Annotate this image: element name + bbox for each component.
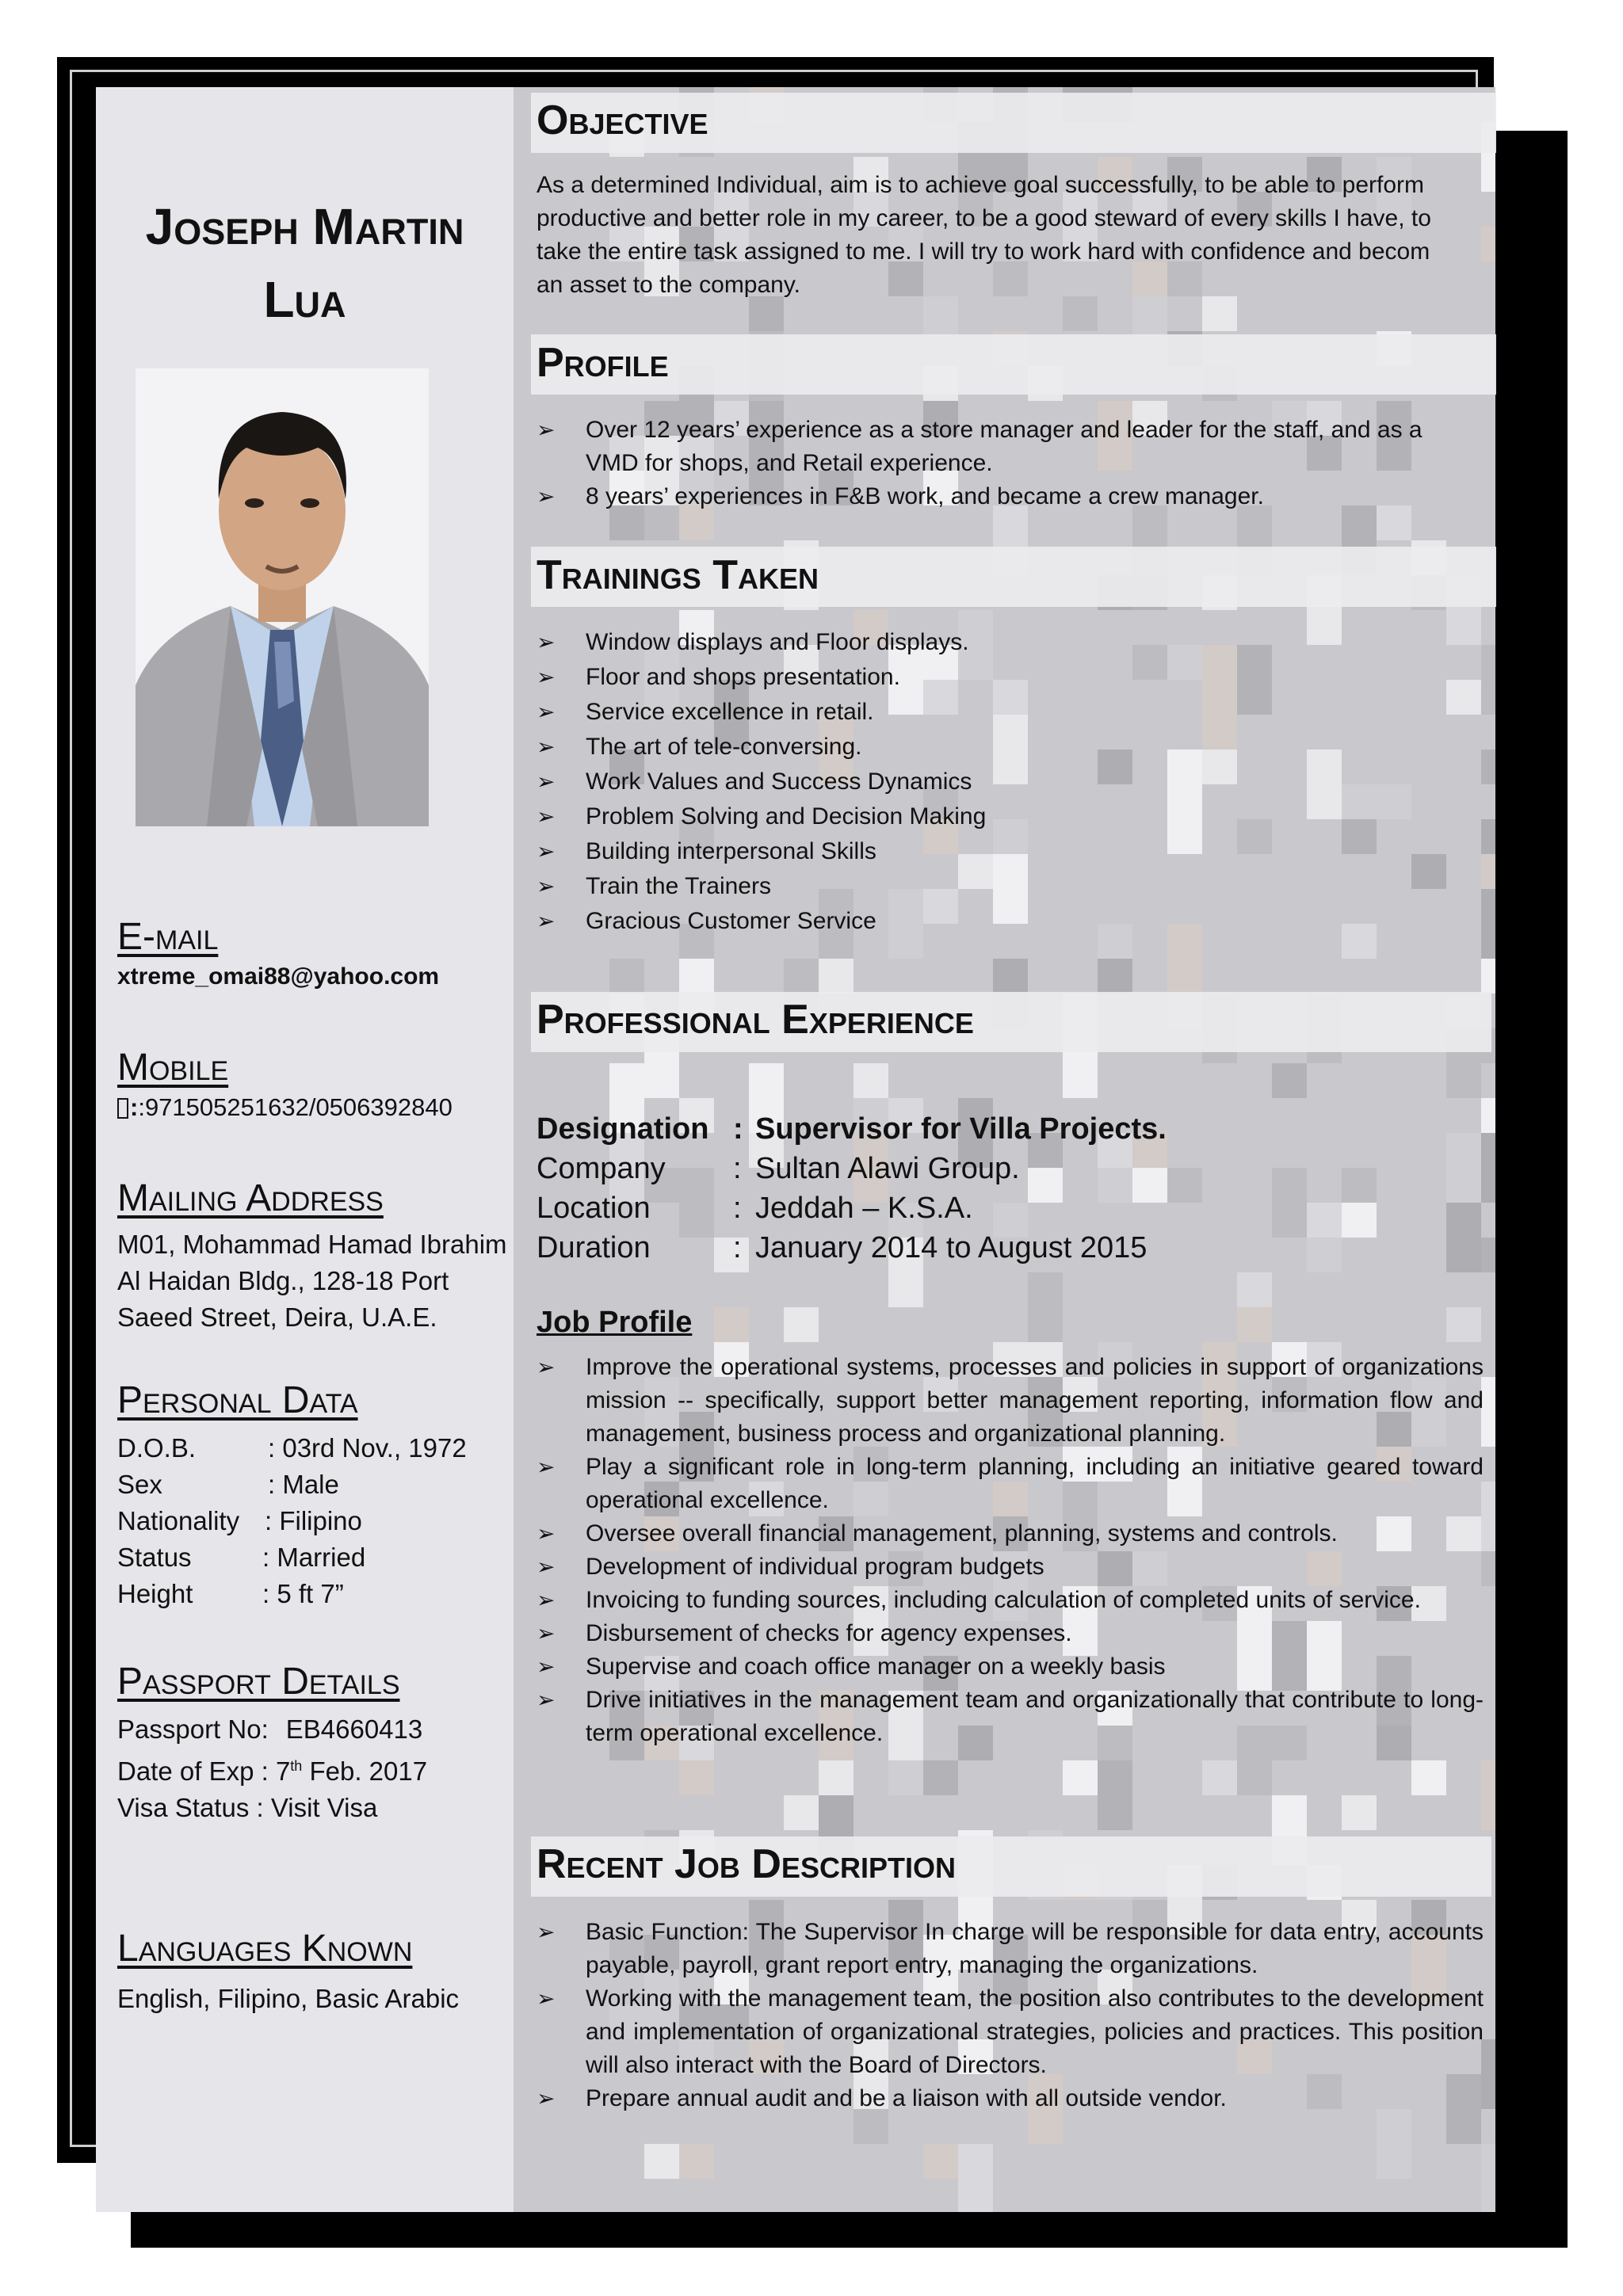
passport-heading: Passport Details — [117, 1661, 400, 1703]
mobile-value: :971505251632/0506392840 — [138, 1093, 453, 1121]
mosaic-tile — [923, 1760, 958, 1795]
job-profile-item: ➢ Invoicing to funding sources, including calculation of completed units of service. — [537, 1584, 1484, 1617]
passport-no-row: Passport No: EB4660413 — [117, 1714, 423, 1744]
name-line-1: Joseph Martin — [145, 198, 464, 255]
profile-photo — [136, 368, 429, 826]
mosaic-tile — [923, 2144, 958, 2179]
mosaic-tile — [993, 959, 1028, 994]
objective-line: productive and better role in my career, to be a good steward of every skills I have, to — [537, 205, 1431, 231]
languages-heading: Languages Known — [117, 1928, 413, 1970]
mosaic-tile — [958, 2144, 993, 2212]
objective-line: an asset to the company. — [537, 272, 800, 298]
mosaic-tile — [609, 959, 644, 994]
personal-data-table — [117, 1430, 467, 1612]
email-value[interactable]: xtreme_omai88@yahoo.com — [117, 963, 440, 990]
job-profile-list — [537, 1351, 1484, 1750]
candidate-name — [96, 190, 514, 336]
visa-status-row: Visa Status : Visit Visa — [117, 1793, 378, 1822]
mobile-heading: Mobile — [117, 1047, 229, 1089]
address-block — [117, 1226, 507, 1336]
job-profile-item: ➢ Oversee overall financial management, planning, systems and controls. — [537, 1517, 1484, 1550]
mosaic-tile — [784, 1795, 819, 1830]
mosaic-tile — [1411, 1760, 1446, 1795]
recent-job-list — [537, 1916, 1484, 2115]
mosaic-tile — [1307, 1238, 1342, 1272]
location-row: Location : Jeddah – K.S.A. — [537, 1192, 973, 1225]
designation-row: Designation : Supervisor for Villa Projects. — [537, 1112, 1167, 1146]
mosaic-tile — [819, 1760, 854, 1795]
training-item: ➢ Train the Trainers — [537, 870, 1487, 905]
mosaic-tile — [1272, 1063, 1307, 1098]
objective-text — [537, 169, 1487, 302]
mosaic-tile — [1342, 1795, 1377, 1830]
mosaic-tile — [1481, 2144, 1495, 2212]
passport-exp-row: Date of Exp : 7th Feb. 2017 — [117, 1756, 428, 1786]
mosaic-tile — [1237, 1307, 1272, 1342]
mosaic-tile — [1028, 1272, 1063, 1342]
mosaic-tile — [888, 1760, 923, 1795]
training-item: ➢ Problem Solving and Decision Making — [537, 800, 1487, 835]
mosaic-tile — [1481, 959, 1495, 994]
profile-item: ➢ Over 12 years’ experience as a store manager and leader for the staff, and as a VMD for shops, and Retail experience. — [537, 414, 1480, 480]
mosaic-tile — [1446, 1307, 1481, 1342]
mosaic-tile — [1342, 1168, 1377, 1203]
recent-job-item: ➢ Working with the management team, the position also contributes to the development and implementation of organizational strategies, policies and practices. This position will also interact with the Board of Directors. — [537, 1982, 1484, 2082]
personal-row: Status : Married — [117, 1543, 366, 1572]
name-line-2: Lua — [263, 271, 346, 328]
recent-job-item: ➢ Prepare annual audit and be a liaison with all outside vendor. — [537, 2082, 1484, 2115]
training-item: ➢ Work Values and Success Dynamics — [537, 765, 1487, 800]
personal-row: Nationality : Filipino — [117, 1506, 362, 1535]
mosaic-tile — [1063, 1063, 1098, 1098]
job-profile-title: Job Profile — [537, 1306, 693, 1339]
mosaic-tile — [1342, 1203, 1377, 1238]
training-item: ➢ Building interpersonal Skills — [537, 835, 1487, 870]
mosaic-tile — [784, 1307, 819, 1342]
profile-bar — [531, 334, 1496, 395]
phone-icon — [117, 1098, 128, 1119]
objective-line: As a determined Individual, aim is to achieve goal successfully, to be able to perform — [537, 172, 1425, 198]
personal-data-heading: Personal Data — [117, 1379, 358, 1421]
company-row: Company : Sultan Alawi Group. — [537, 1152, 1020, 1185]
mosaic-tile — [644, 2144, 679, 2179]
duration-row: Duration : January 2014 to August 2015 — [537, 1231, 1148, 1264]
mobile-row: ::971505251632/0506392840 — [117, 1089, 453, 1126]
mosaic-tile — [1446, 1133, 1481, 1203]
recent-job-item: ➢ Basic Function: The Supervisor In charge will be responsible for data entry, accounts payable, payroll, grant report entry, managing the organizations. — [537, 1916, 1484, 1982]
languages-value: English, Filipino, Basic Arabic — [117, 1984, 460, 2013]
mosaic-tile — [1063, 1760, 1098, 1795]
mosaic-tile — [1377, 2109, 1411, 2179]
personal-row: Height : 5 ft 7” — [117, 1579, 344, 1608]
recent-job-heading: Recent Job Description — [537, 1841, 956, 1887]
personal-row: Sex : Male — [117, 1470, 339, 1499]
mosaic-tile — [1307, 1203, 1342, 1238]
mosaic-tile — [1481, 1133, 1495, 1203]
profile-list — [537, 414, 1480, 513]
mosaic-tile — [1272, 1168, 1307, 1238]
sidebar — [96, 87, 514, 2212]
email-heading: E-mail — [117, 916, 219, 958]
trainings-heading: Trainings Taken — [537, 552, 819, 598]
training-item: ➢ Floor and shops presentation. — [537, 661, 1487, 696]
mosaic-tile — [1098, 959, 1132, 994]
training-item: ➢ The art of tele-conversing. — [537, 730, 1487, 765]
mosaic-tile — [679, 2144, 714, 2179]
experience-details — [537, 1109, 1167, 1268]
mosaic-tile — [1481, 1098, 1495, 1133]
mosaic-tile — [1167, 1168, 1202, 1203]
address-line: M01, Mohammad Hamad Ibrahim — [117, 1230, 507, 1259]
mosaic-tile — [1202, 1760, 1237, 1795]
training-item: ➢ Window displays and Floor displays. — [537, 626, 1487, 661]
mosaic-tile — [1481, 1760, 1495, 1830]
trainings-list — [537, 626, 1487, 940]
portrait-photo — [136, 368, 429, 826]
job-profile-item: ➢ Supervise and coach office manager on a weekly basis — [537, 1650, 1484, 1684]
passport-block — [117, 1711, 427, 1826]
training-item: ➢ Service excellence in retail. — [537, 696, 1487, 730]
address-line: Saeed Street, Deira, U.A.E. — [117, 1302, 437, 1332]
mosaic-tile — [1481, 1238, 1495, 1272]
objective-line: take the entire task assigned to me. I will try to work hard with confidence and becom — [537, 238, 1430, 265]
objective-heading: Objective — [537, 97, 708, 143]
job-profile-item: ➢ Disbursement of checks for agency expenses. — [537, 1617, 1484, 1650]
profile-heading: Profile — [537, 340, 669, 386]
job-profile-item: ➢ Drive initiatives in the management team and organizationally that contribute to long-term operational excellence. — [537, 1684, 1484, 1750]
mosaic-tile — [819, 959, 854, 994]
job-profile-item: ➢ Play a significant role in long-term planning, including an initiative geared toward operational excellence. — [537, 1451, 1484, 1517]
experience-heading: Professional Experience — [537, 997, 974, 1043]
profile-item: ➢ 8 years’ experiences in F&B work, and became a crew manager. — [537, 480, 1480, 513]
mosaic-tile — [1446, 1203, 1481, 1272]
address-line: Al Haidan Bldg., 128-18 Port — [117, 1266, 449, 1295]
job-profile-item: ➢ Improve the operational systems, processes and policies in support of organizations mission -- specifically, support better management reporting, information flow and management, business process and organizational planning. — [537, 1351, 1484, 1451]
job-profile-item: ➢ Development of individual program budgets — [537, 1550, 1484, 1584]
personal-row: D.O.B. : 03rd Nov., 1972 — [117, 1433, 467, 1463]
address-heading: Mailing Address — [117, 1177, 384, 1219]
mosaic-tile — [1098, 1760, 1132, 1830]
mosaic-tile — [854, 1063, 888, 1098]
training-item: ➢ Gracious Customer Service — [537, 905, 1487, 940]
mosaic-tile — [679, 1760, 714, 1795]
